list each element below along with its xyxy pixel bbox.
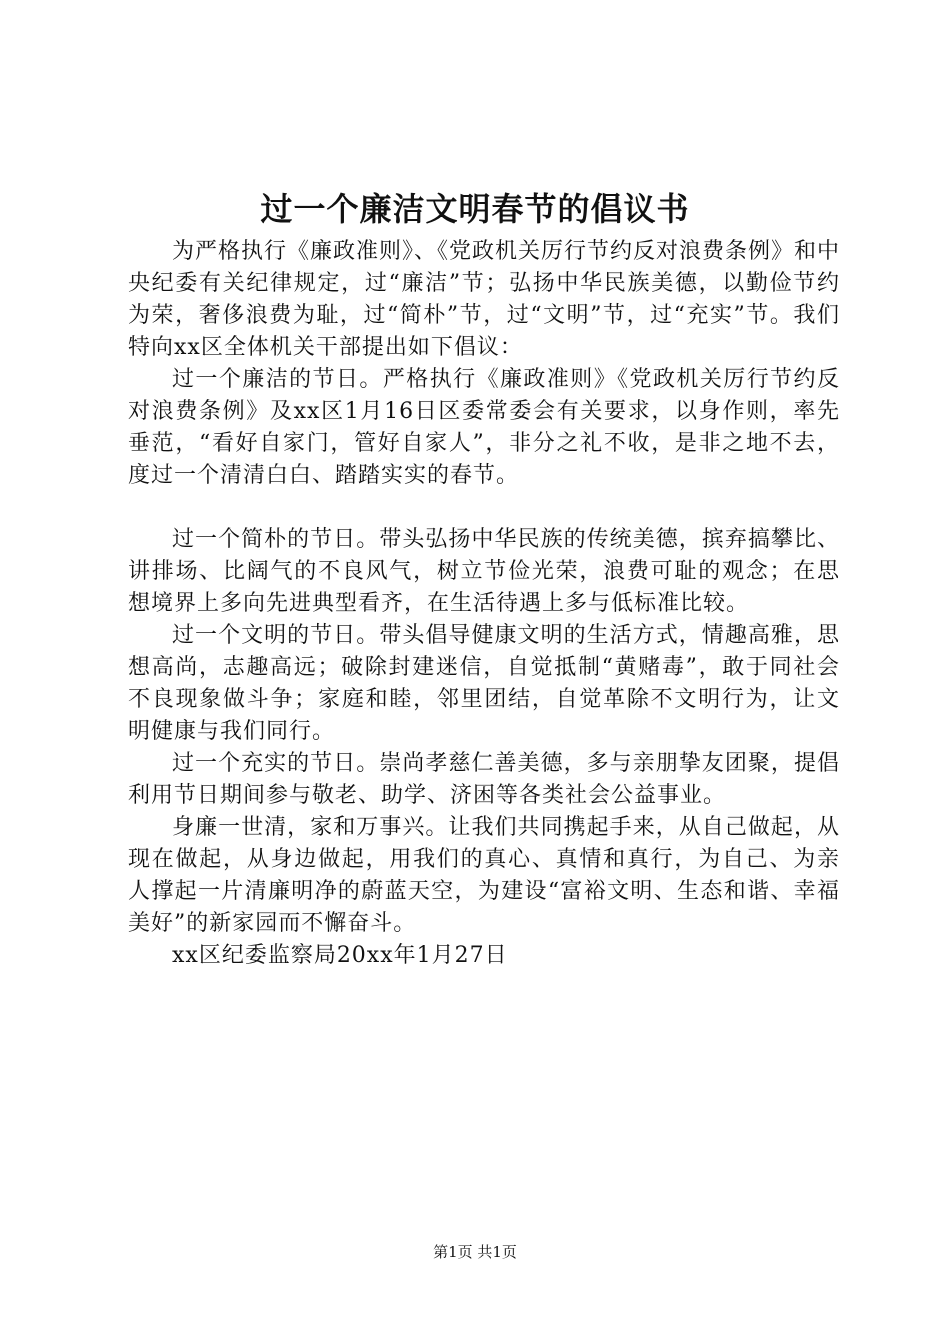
paragraph-civility: 过一个文明的节日。带头倡导健康文明的生活方式，情趣高雅，思想高尚，志趣高远；破除封建迷信，自觉抵制“黄赌毒”，敢于同社会不良现象做斗争；家庭和睦，邻里团结，自觉革除不文明行为，让文明健康与我们同行。 [128,623,840,744]
page-footer: 第1页 共1页 [433,1243,517,1261]
document-title: 过一个廉洁文明春节的倡议书 [260,190,690,228]
document-body [128,236,840,972]
signature-line: xx区纪委监察局20xx年1月27日 [172,943,508,968]
paragraph-integrity: 过一个廉洁的节日。严格执行《廉政准则》《党政机关厉行节约反对浪费条例》及xx区1月16日区委常委会有关要求，以身作则，率先垂范，“看好自家门，管好自家人”，非分之礼不收，是非之地不去，度过一个清清白白、踏踏实实的春节。 [128,367,840,488]
paragraph-simplicity: 过一个简朴的节日。带头弘扬中华民族的传统美德，摈弃搞攀比、讲排场、比阔气的不良风气，树立节俭光荣，浪费可耻的观念；在思想境界上多向先进典型看齐，在生活待遇上多与低标准比较。 [128,527,840,616]
paragraph-intro: 为严格执行《廉政准则》、《党政机关厉行节约反对浪费条例》和中央纪委有关纪律规定，过“廉洁”节；弘扬中华民族美德，以勤俭节约为荣，奢侈浪费为耻，过“简朴”节，过“文明”节，过“充实”节。我们特向xx区全体机关干部提出如下倡议： [128,239,841,360]
paragraph-closing: 身廉一世清，家和万事兴。让我们共同携起手来，从自己做起，从现在做起，从身边做起，用我们的真心、真情和真行，为自己、为亲人撑起一片清廉明净的蔚蓝天空，为建设“富裕文明、生态和谐、幸福美好”的新家园而不懈奋斗。 [128,815,840,936]
paragraph-fulfillment: 过一个充实的节日。崇尚孝慈仁善美德，多与亲朋挚友团聚，提倡利用节日期间参与敬老、助学、济困等各类社会公益事业。 [128,751,840,808]
